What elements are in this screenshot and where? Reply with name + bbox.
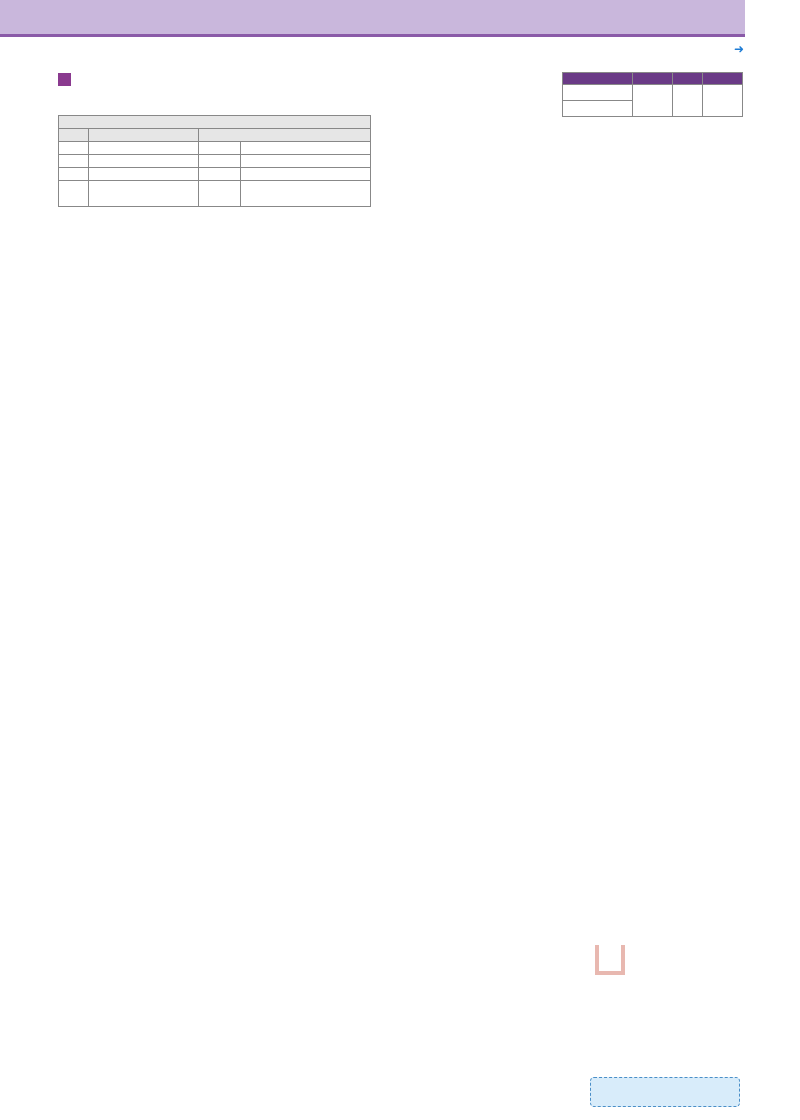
top-rule xyxy=(0,34,745,37)
top-color-band xyxy=(0,0,745,34)
reference-note: ➜ xyxy=(733,42,744,56)
title-square-icon xyxy=(58,73,71,86)
cbn-note-box xyxy=(590,1077,740,1107)
dimension-table xyxy=(562,72,743,117)
page-title xyxy=(58,72,77,90)
edge-spec-table xyxy=(58,115,371,207)
section-sidebar xyxy=(745,0,800,1120)
watermark-logo-icon xyxy=(595,945,625,975)
